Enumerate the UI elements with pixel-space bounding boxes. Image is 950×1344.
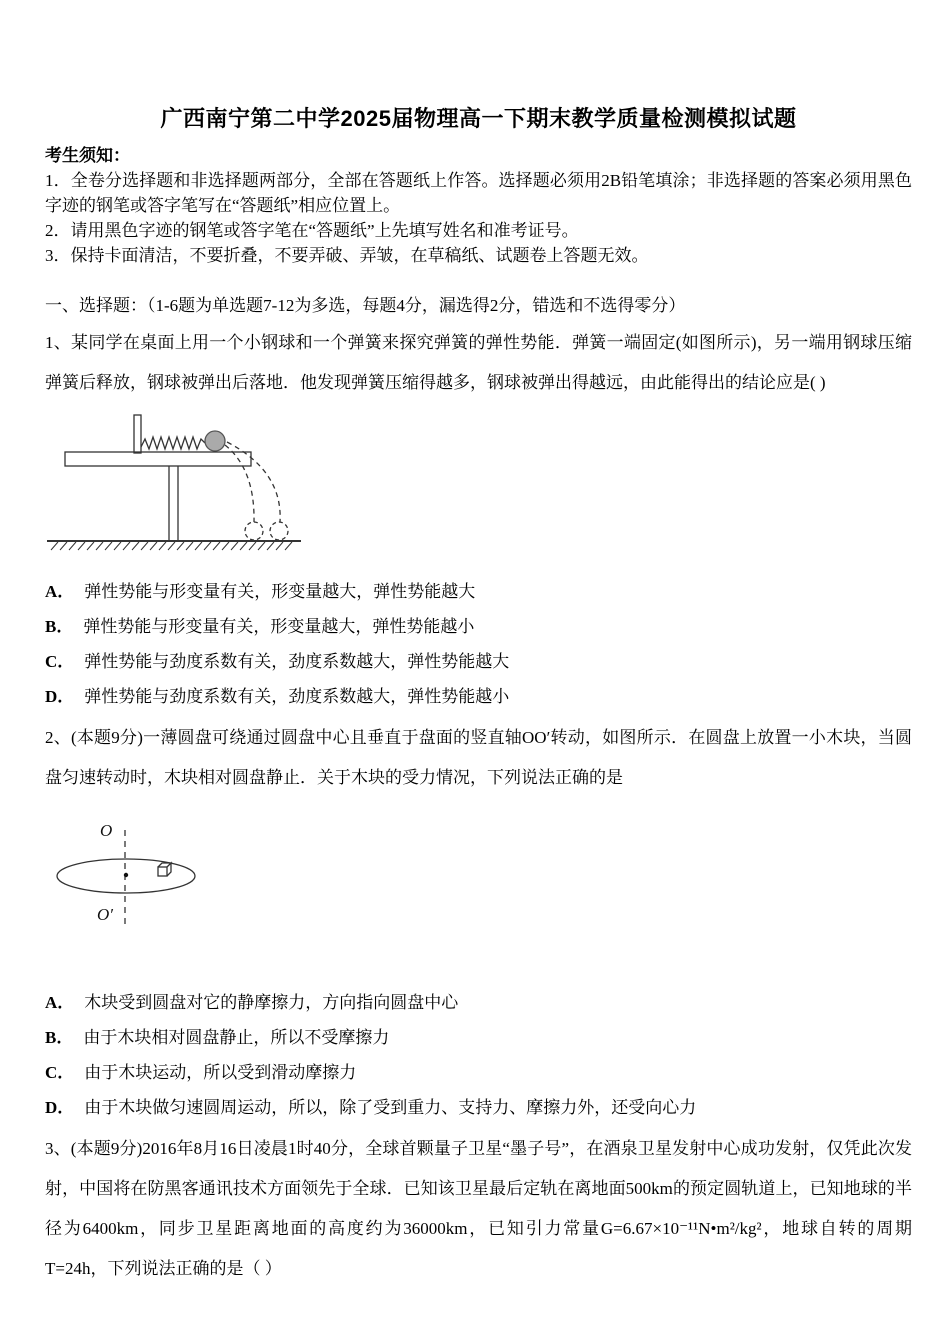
option-letter: C． bbox=[45, 1063, 75, 1082]
option-text: 弹性势能与形变量有关，形变量越大，弹性势能越大 bbox=[84, 582, 476, 601]
steel-ball-icon bbox=[205, 431, 225, 451]
question-2-option-b bbox=[45, 1020, 912, 1055]
post-shape bbox=[134, 415, 141, 453]
question-1-option-d bbox=[45, 679, 912, 714]
spring-ball-table-diagram bbox=[45, 409, 335, 559]
axis-bottom-label: O′ bbox=[97, 905, 113, 924]
option-letter: B． bbox=[45, 617, 74, 636]
option-text: 由于木块相对圆盘静止，所以不受摩擦力 bbox=[83, 1028, 390, 1047]
question-2 bbox=[45, 718, 912, 1125]
question-2-option-a bbox=[45, 985, 912, 1020]
question-3-stem: 3、(本题9分)2016年8月16日凌晨1时40分，全球首颗量子卫星“墨子号”，在酒泉卫星发射中心成功发射，仅凭此次发射，中国将在防黑客通讯技术方面领先于全球．已知该卫星最后定轨在离地面500km的预定圆轨道上，已知地球的半径为6400km，同步卫星距离地面的高度约为36000km，已知引力常量G=6.67×10⁻¹¹N•m²/kg²，地球自转的周期T=24h，下列说法正确的是（ ） bbox=[45, 1139, 912, 1278]
section-heading-choice-questions: 一、选择题：（1-6题为单选题7-12为多选，每题4分，漏选得2分，错选和不选得零分） bbox=[45, 296, 686, 315]
notice-item-2: 2．请用黑色字迹的钢笔或答字笔在“答题纸”上先填写姓名和准考证号。 bbox=[45, 221, 579, 240]
option-text: 由于木块做匀速圆周运动，所以，除了受到重力、支持力、摩擦力外，还受向心力 bbox=[84, 1098, 697, 1117]
option-text: 弹性势能与劲度系数有关，劲度系数越大，弹性势能越小 bbox=[84, 687, 510, 706]
question-1 bbox=[45, 323, 912, 714]
block-cube-icon bbox=[158, 863, 171, 876]
question-1-figure bbox=[45, 409, 912, 564]
option-letter: D． bbox=[45, 687, 75, 706]
question-1-options bbox=[45, 574, 912, 714]
notice-item-3: 3．保持卡面清洁，不要折叠，不要弄破、弄皱，在草稿纸、试题卷上答题无效。 bbox=[45, 246, 649, 265]
notice-heading: 考生须知： bbox=[45, 146, 130, 165]
trajectory-short bbox=[225, 445, 254, 522]
ground-hatching bbox=[51, 542, 292, 550]
question-1-option-b bbox=[45, 609, 912, 644]
option-letter: A． bbox=[45, 582, 75, 601]
landed-ball-left bbox=[245, 522, 263, 540]
disk-center-dot bbox=[124, 873, 128, 877]
table-top-shape bbox=[65, 452, 251, 466]
candidate-notice bbox=[45, 143, 912, 268]
notice-item-1: 1．全卷分选择题和非选择题两部分，全部在答题纸上作答。选择题必须用2B铅笔填涂；非选择题的答案必须用黑色字迹的钢笔或答字笔写在“答题纸”相应位置上。 bbox=[45, 171, 912, 215]
question-2-options bbox=[45, 985, 912, 1125]
landed-ball-right bbox=[270, 522, 288, 540]
option-letter: D． bbox=[45, 1098, 75, 1117]
question-1-stem: 1、某同学在桌面上用一个小钢球和一个弹簧来探究弹簧的弹性势能．弹簧一端固定(如图所示)，另一端用钢球压缩弹簧后释放，钢球被弹出后落地．他发现弹簧压缩得越多，钢球被弹出得越远，由此能得出的结论应是( ) bbox=[45, 333, 912, 392]
question-1-option-a bbox=[45, 574, 912, 609]
question-1-option-c bbox=[45, 644, 912, 679]
question-2-option-d bbox=[45, 1090, 912, 1125]
question-2-figure bbox=[53, 816, 912, 943]
option-text: 木块受到圆盘对它的静摩擦力，方向指向圆盘中心 bbox=[84, 993, 459, 1012]
question-2-option-c bbox=[45, 1055, 912, 1090]
option-text: 弹性势能与形变量有关，形变量越大，弹性势能越小 bbox=[83, 617, 475, 636]
rotating-disk-diagram bbox=[53, 816, 253, 938]
question-3 bbox=[45, 1129, 912, 1289]
axis-top-label: O bbox=[100, 821, 113, 840]
option-letter: B． bbox=[45, 1028, 74, 1047]
page-title: 广西南宁第二中学2025届物理高一下期末教学质量检测模拟试题 bbox=[160, 106, 797, 131]
question-2-stem: 2、(本题9分)一薄圆盘可绕通过圆盘中心且垂直于盘面的竖直轴OO′转动，如图所示．在圆盘上放置一小木块，当圆盘匀速转动时，木块相对圆盘静止．关于木块的受力情况，下列说法正确的是 bbox=[45, 728, 912, 787]
spring-icon bbox=[141, 437, 205, 449]
option-letter: C． bbox=[45, 652, 75, 671]
option-letter: A． bbox=[45, 993, 75, 1012]
option-text: 由于木块运动，所以受到滑动摩擦力 bbox=[84, 1063, 357, 1082]
option-text: 弹性势能与劲度系数有关，劲度系数越大，弹性势能越大 bbox=[84, 652, 510, 671]
